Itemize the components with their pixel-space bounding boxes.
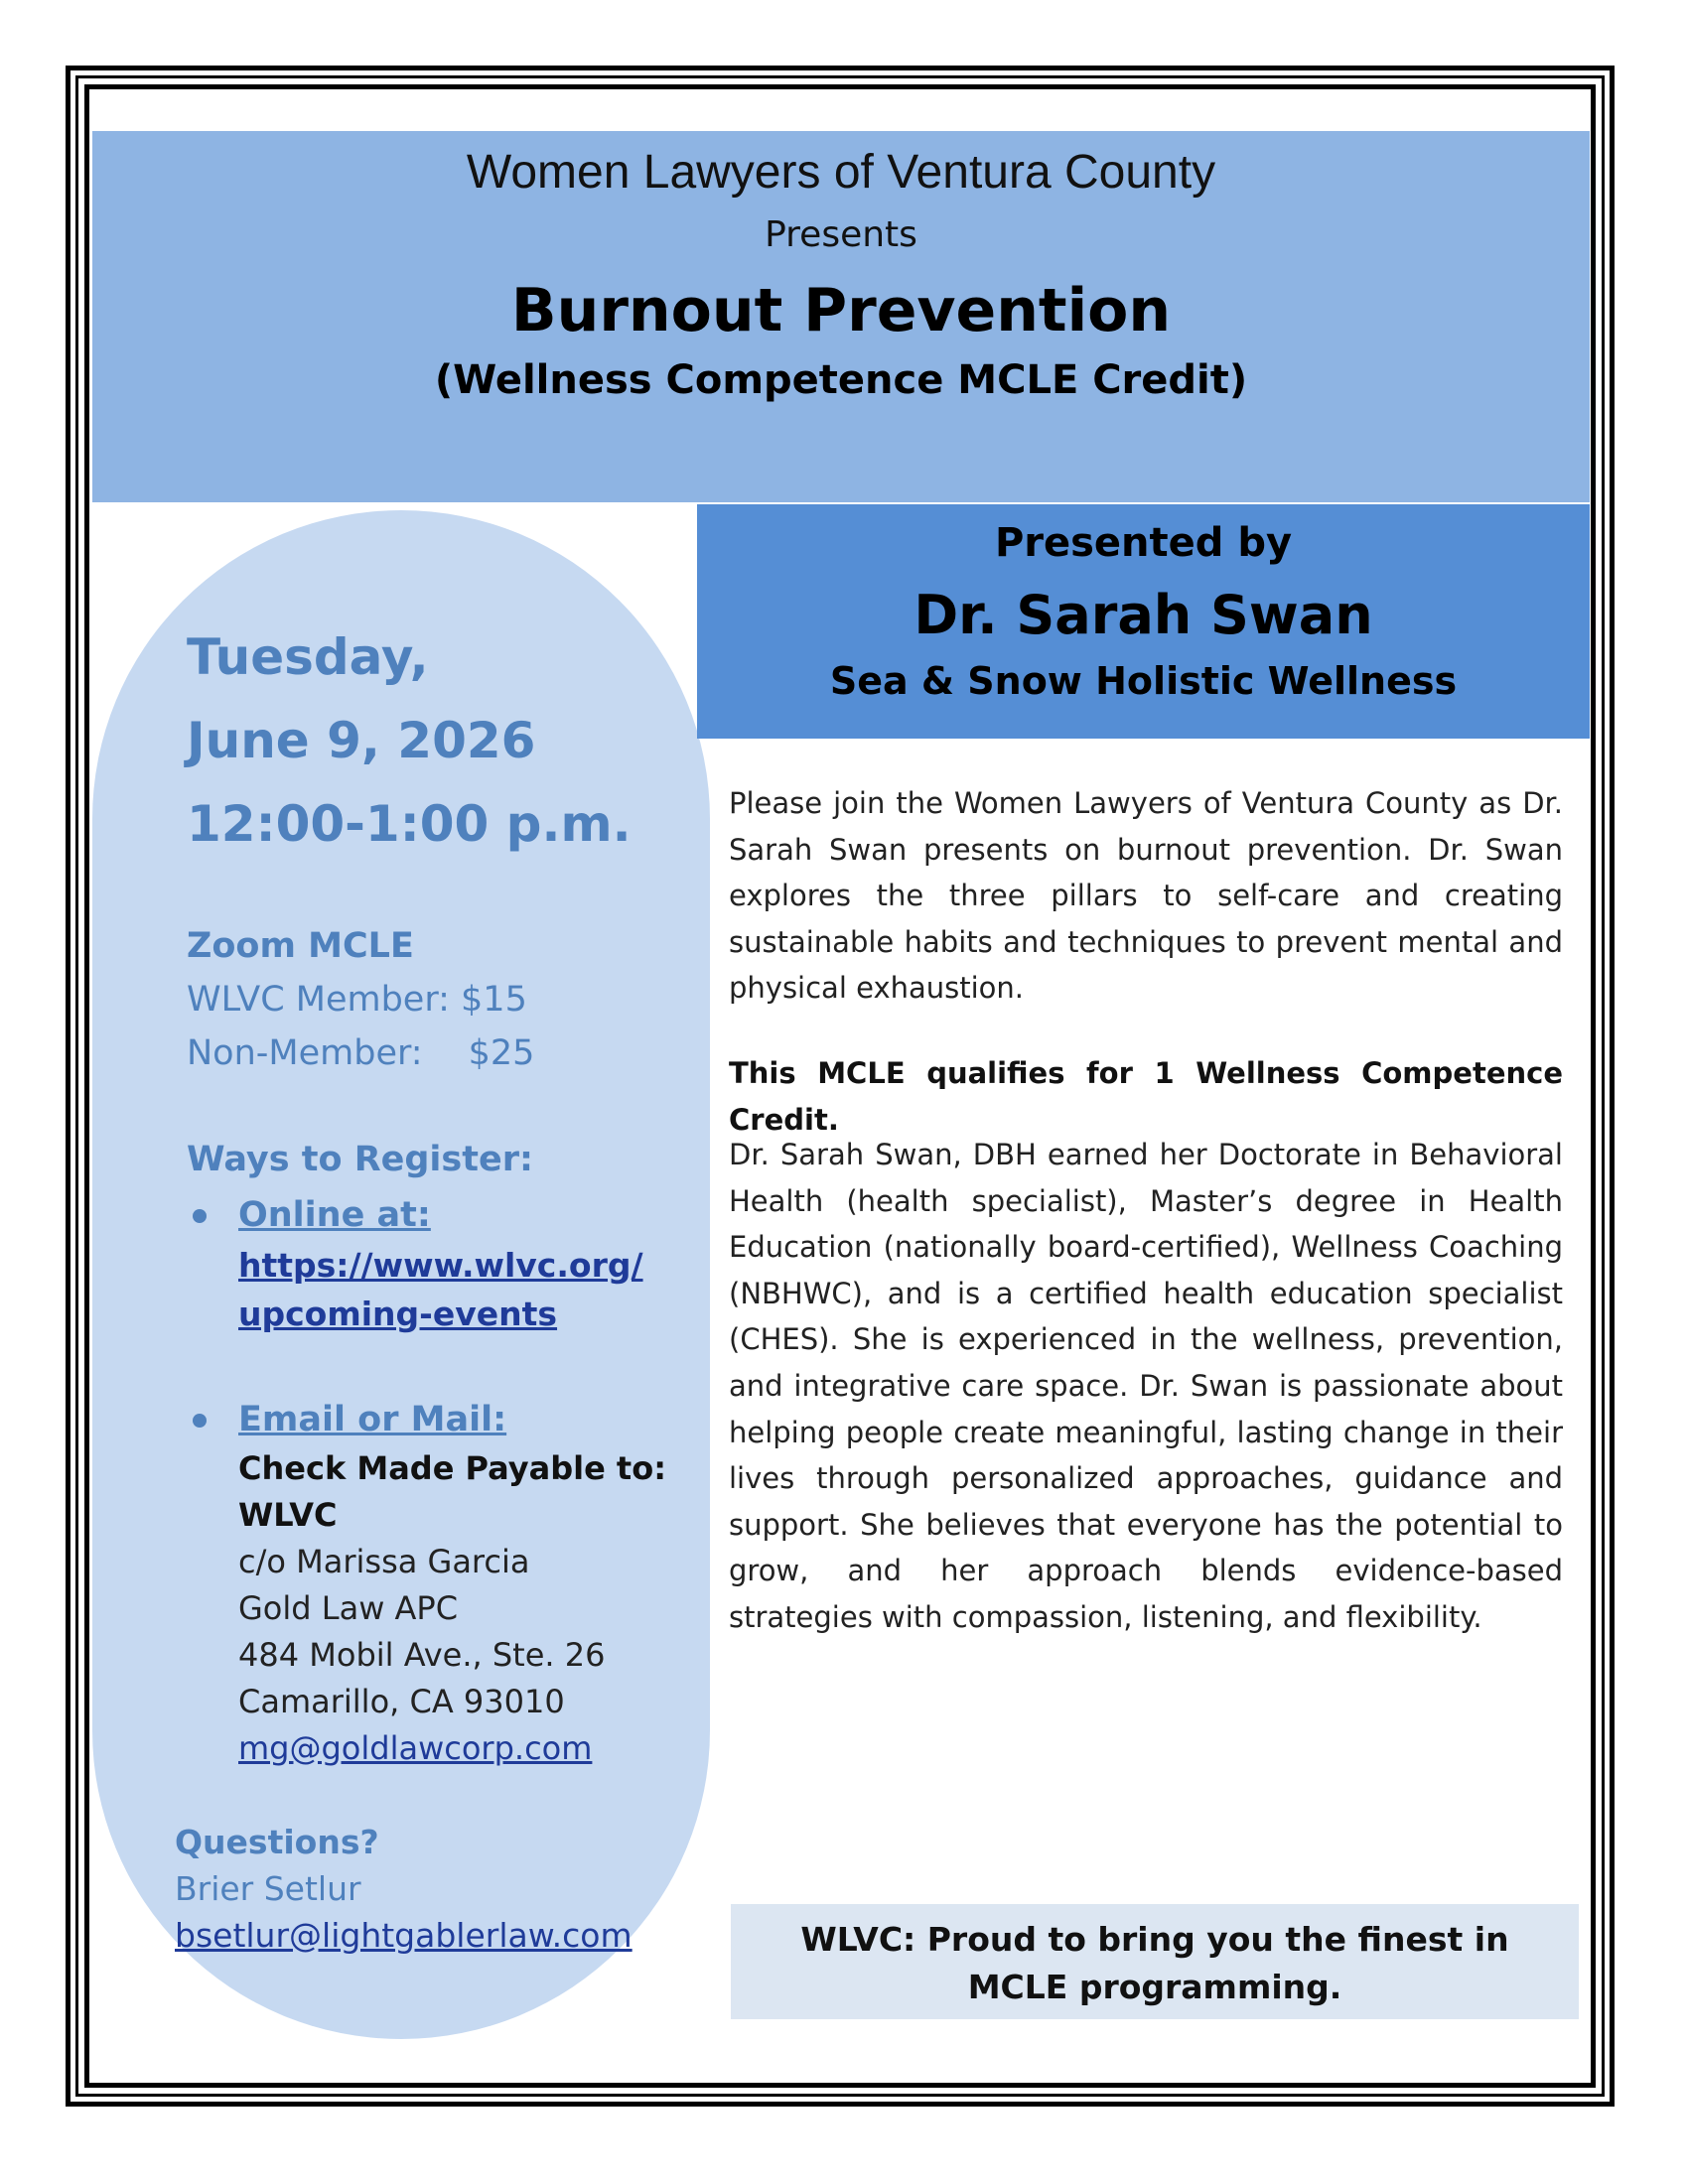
online-url-link[interactable] (238, 1241, 643, 1338)
footer-banner (731, 1904, 1579, 2019)
header-banner (92, 131, 1590, 502)
payee: WLVC (238, 1496, 338, 1534)
event-day: Tuesday, (187, 628, 429, 686)
intro-paragraph: Please join the Women Lawyers of Ventura County as Dr. Sarah Swan presents on burnout prevention. Dr. Swan explores the three pillars to self-care and creating sustainable habits and techniques to prevent mental and physical exhaustion. (729, 786, 1563, 1006)
event-pricing (187, 919, 534, 1080)
questions-block (175, 1819, 633, 1959)
bullet-icon (193, 1414, 207, 1428)
event-title: Burnout Prevention (510, 276, 1172, 345)
bio-paragraph: Dr. Sarah Swan, DBH earned her Doctorate in Behavioral Health (health specialist), Master’s degree in Health Education (nationally board-certified), Wellness Coaching (NBHWC), and is a certified health education specialist (CHES). She is experienced in the wellness, prevention, and integrative care space. Dr. Swan is passionate about helping people create meaningful, lasting change in their lives through personalized approaches, guidance and support. She believes that everyone has the potential to grow, and her approach blends evidence-based strategies with compassion, listening, and flexibility. (729, 1138, 1563, 1634)
questions-heading: Questions? (175, 1823, 379, 1861)
nonmember-price: $25 (468, 1033, 535, 1073)
event-datetime (187, 615, 632, 866)
address-line: 484 Mobil Ave., Ste. 26 (238, 1636, 606, 1674)
presenter-name: Dr. Sarah Swan (914, 584, 1373, 646)
register-online (238, 1189, 643, 1338)
footer-line2: MCLE programming. (967, 1968, 1342, 2006)
email-mail-label: Email or Mail: (238, 1400, 507, 1439)
presenter-organization: Sea & Snow Holistic Wellness (829, 659, 1458, 703)
presented-by-label: Presented by (994, 520, 1293, 566)
address-line: Gold Law APC (238, 1589, 459, 1627)
address-line: Camarillo, CA 93010 (238, 1683, 565, 1720)
member-price: WLVC Member: $15 (187, 980, 527, 1020)
event-subtitle: (Wellness Competence MCLE Credit) (434, 357, 1248, 403)
registration-email-link[interactable]: mg@goldlawcorp.com (238, 1729, 593, 1767)
event-time: 12:00-1:00 p.m. (187, 795, 632, 853)
credit-statement: This MCLE qualifies for 1 Wellness Competence Credit. (729, 1056, 1563, 1137)
organization-name: Women Lawyers of Ventura County (466, 146, 1216, 199)
online-label: Online at: (238, 1195, 431, 1235)
online-url-line1[interactable]: https://www.wlvc.org/ (238, 1246, 643, 1285)
event-date: June 9, 2026 (187, 712, 536, 769)
questions-email-link[interactable]: bsetlur@lightgablerlaw.com (175, 1916, 633, 1955)
check-payable: Check Made Payable to: (238, 1449, 666, 1487)
questions-contact: Brier Setlur (175, 1869, 361, 1908)
nonmember-label: Non-Member: (187, 1033, 423, 1073)
presenter-banner (697, 504, 1590, 739)
register-heading: Ways to Register: (187, 1140, 533, 1179)
address-line: c/o Marissa Garcia (238, 1543, 530, 1580)
bullet-icon (193, 1209, 207, 1223)
footer-line1: WLVC: Proud to bring you the finest in (800, 1920, 1509, 1959)
online-url-line2[interactable]: upcoming-events (238, 1295, 558, 1333)
nonmember-price-row (187, 1026, 534, 1080)
presents-label: Presents (765, 214, 917, 255)
event-format: Zoom MCLE (187, 926, 414, 966)
register-mail (238, 1394, 666, 1772)
